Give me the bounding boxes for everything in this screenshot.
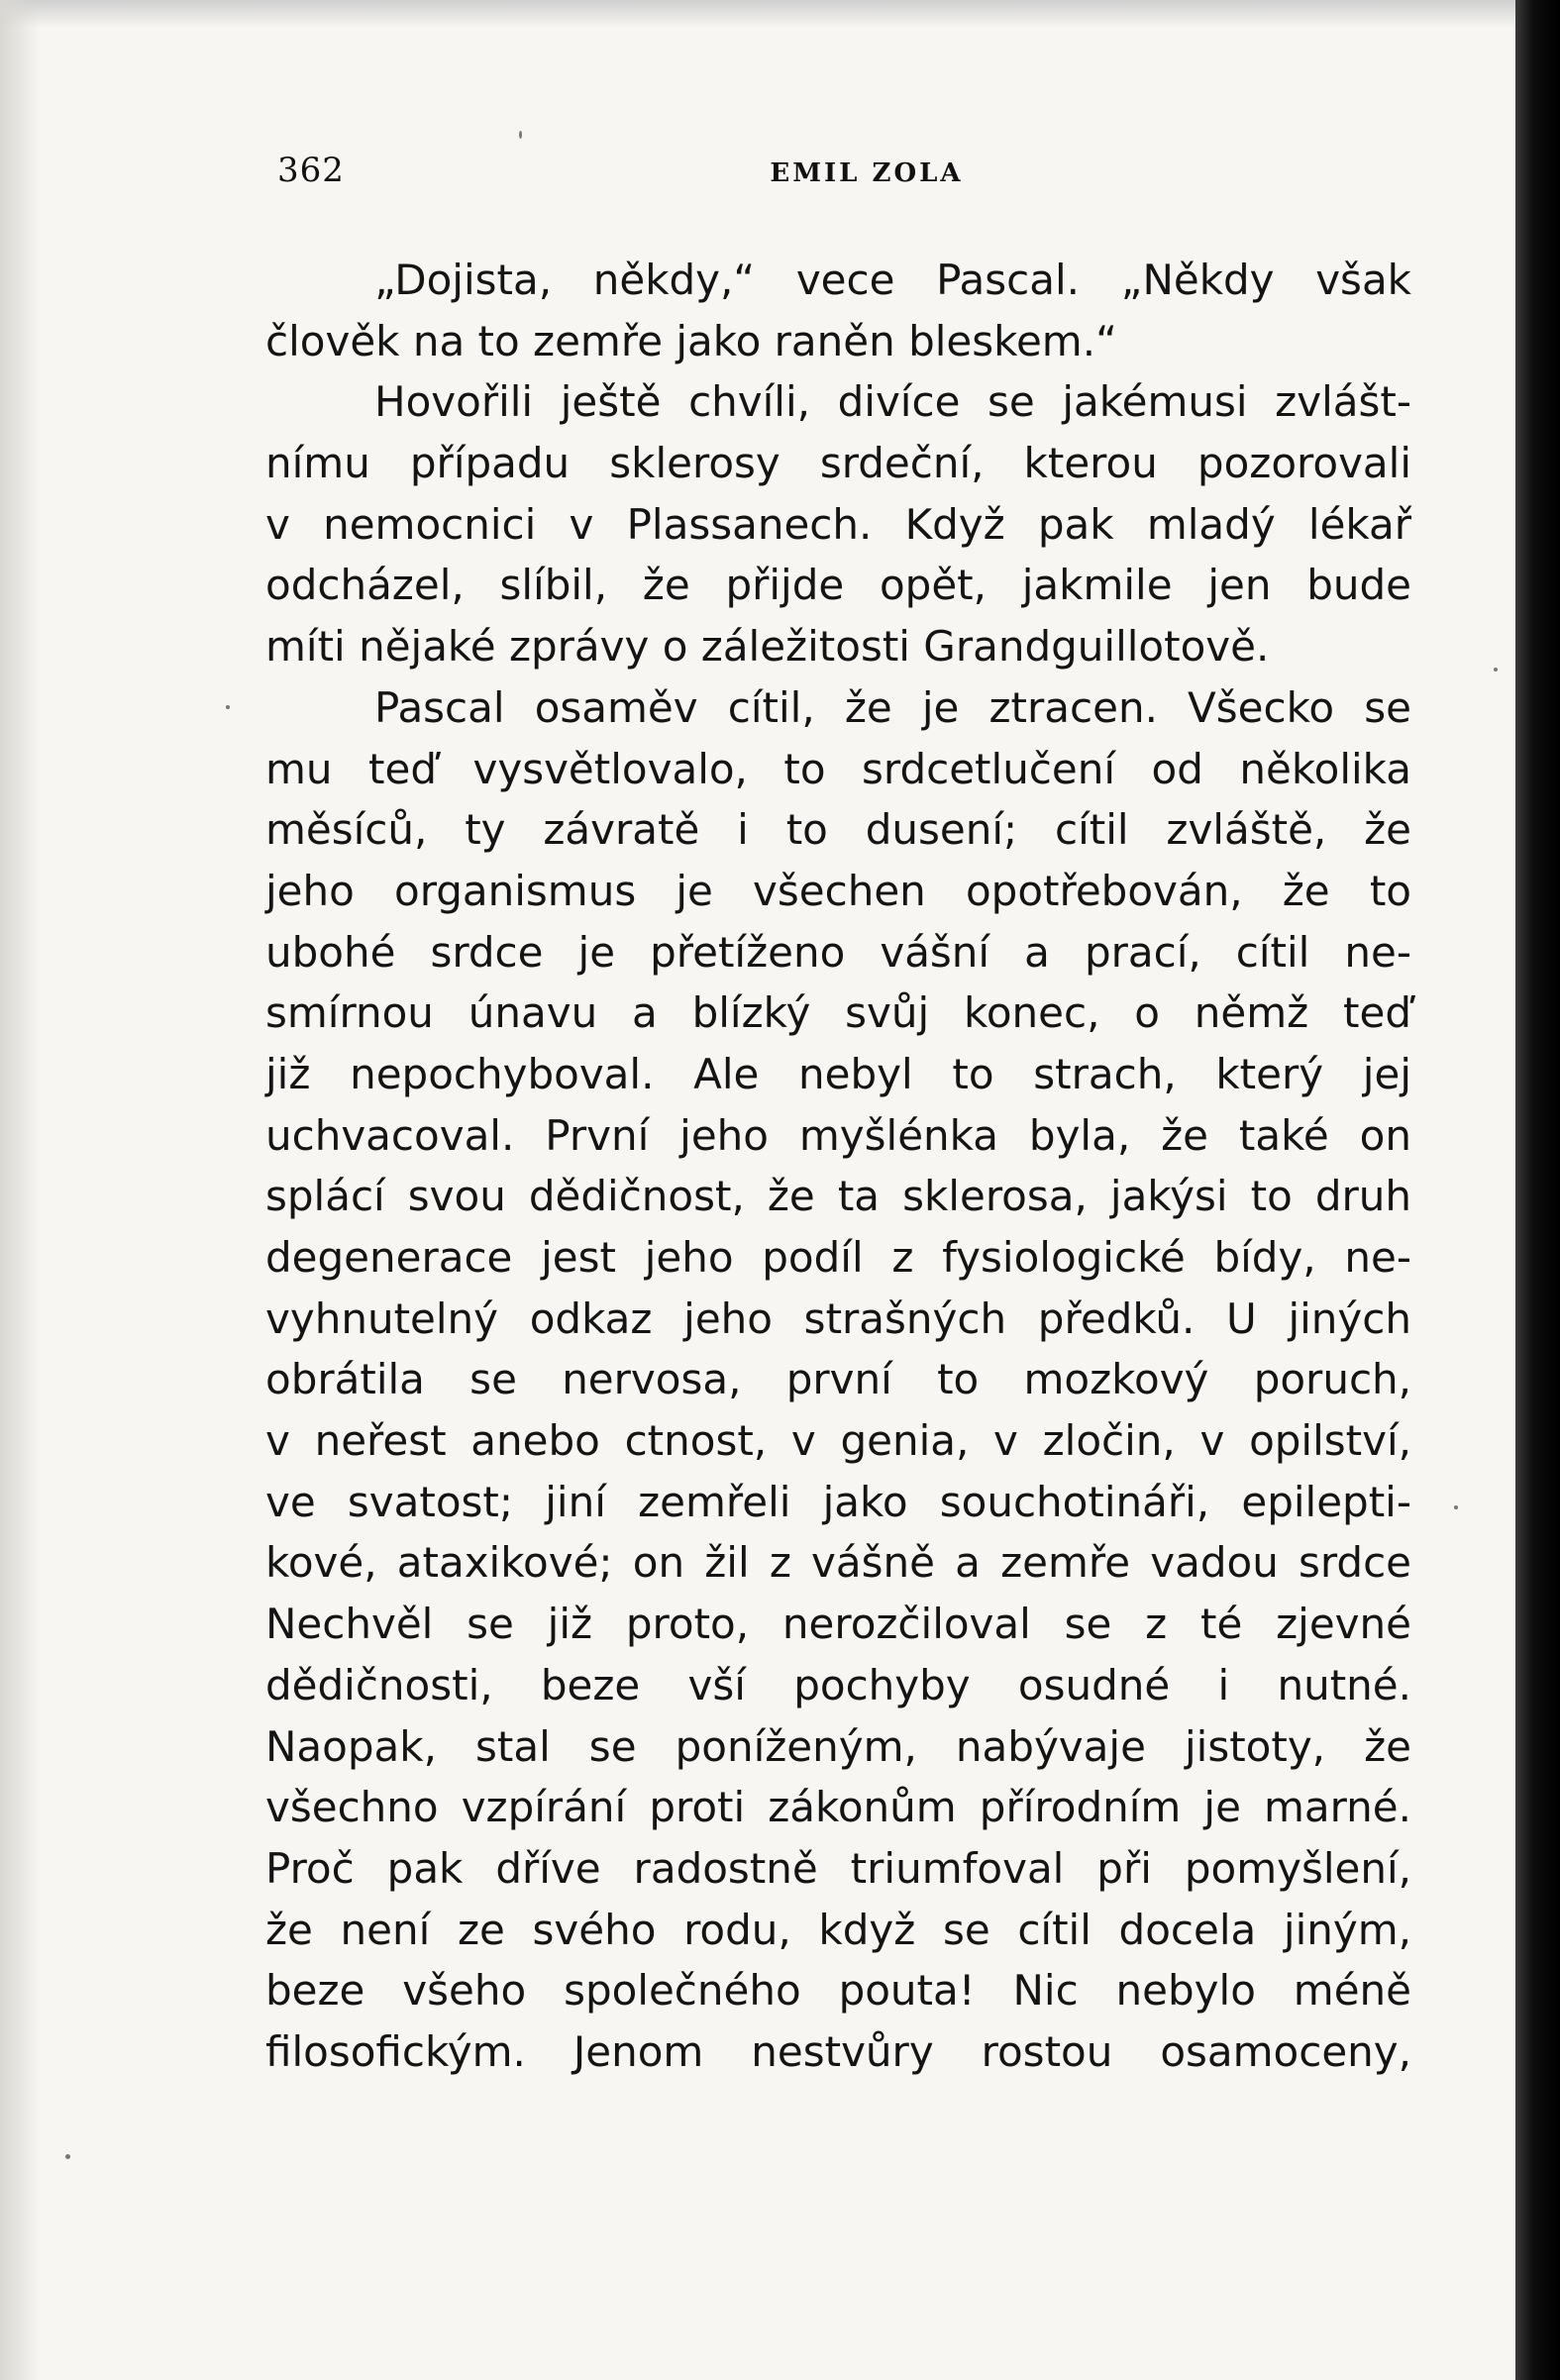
scan-speck bbox=[519, 131, 522, 139]
text-line: ve svatost; jiní zemřeli jako souchotináři, epilepti- bbox=[265, 1477, 1411, 1526]
text-line: kové, ataxikové; on žil z vášně a zemře vadou srdce bbox=[265, 1538, 1411, 1588]
text-line: uchvacoval. První jeho myšlénka byla, že také on bbox=[265, 1110, 1411, 1160]
text-line: obrátila se nervosa, první to mozkový poruch, bbox=[265, 1355, 1411, 1404]
scan-speck bbox=[65, 2154, 70, 2159]
text-line: smírnou únavu a blízký svůj konec, o němž teď bbox=[265, 988, 1411, 1038]
text-line: degenerace jest jeho podíl z fysiologické bídy, ne- bbox=[265, 1233, 1411, 1282]
text-line: Proč pak dříve radostně triumfoval při pomyšlení, bbox=[265, 1843, 1411, 1893]
text-line: Naopak, stal se poníženým, nabývaje jistoty, že bbox=[265, 1721, 1411, 1771]
text-line: dědičnosti, beze vší pochyby osudné i nutné. bbox=[265, 1660, 1411, 1709]
text-line: míti nějaké zprávy o záležitosti Grandguillotově. bbox=[265, 622, 1270, 672]
text-line: měsíců, ty závratě i to dusení; cítil zvláště, že bbox=[265, 805, 1411, 855]
text-line: beze všeho společného pouta! Nic nebylo méně bbox=[265, 1966, 1411, 2016]
page-header bbox=[277, 151, 1416, 210]
text-line: vyhnutelný odkaz jeho strašných předků. U jiných bbox=[265, 1293, 1411, 1343]
scan-gutter-shadow bbox=[0, 0, 40, 2380]
text-line: již nepochyboval. Ale nebyl to strach, který jej bbox=[265, 1049, 1411, 1098]
text-line: člověk na to zemře jako raněn bleskem.“ bbox=[265, 316, 1117, 365]
text-line: jeho organismus je všechen opotřebován, že to bbox=[265, 866, 1411, 915]
page-number: 362 bbox=[277, 151, 345, 190]
scan-top-shadow bbox=[0, 0, 1515, 28]
text-line: že není ze svého rodu, když se cítil docela jiným, bbox=[265, 1905, 1411, 1954]
text-line: „Dojista, někdy,“ vece Pascal. „Někdy však bbox=[374, 256, 1411, 304]
running-head: EMIL ZOLA bbox=[770, 158, 964, 188]
body-text bbox=[265, 250, 1411, 2083]
scan-dark-edge bbox=[1515, 0, 1560, 2380]
text-line: nímu případu sklerosy srdeční, kterou pozorovali bbox=[265, 439, 1411, 488]
text-line: Pascal osaměv cítil, že je ztracen. Všecko se bbox=[374, 682, 1411, 732]
text-line: Hovořili ještě chvíli, divíce se jakémusi zvlášt- bbox=[374, 377, 1411, 427]
text-line: filosofickým. Jenom nestvůry rostou osamoceny, bbox=[265, 2026, 1411, 2076]
scan-speck bbox=[226, 705, 230, 709]
text-line: Nechvěl se již proto, nerozčiloval se z té zjevné bbox=[265, 1600, 1411, 1649]
text-line: splácí svou dědičnost, že ta sklerosa, jakýsi to druh bbox=[265, 1172, 1411, 1221]
text-line: v nemocnici v Plassanech. Když pak mladý lékař bbox=[265, 499, 1411, 549]
text-line: ubohé srdce je přetíženo vášní a prací, cítil ne- bbox=[265, 927, 1411, 977]
text-line: všechno vzpírání proti zákonům přírodním je marné. bbox=[265, 1783, 1411, 1832]
text-line: v neřest anebo ctnost, v genia, v zločin, v opilství, bbox=[265, 1416, 1411, 1466]
scan-speck bbox=[1494, 668, 1498, 672]
text-line: mu teď vysvětlovalo, to srdcetlučení od několika bbox=[265, 744, 1411, 793]
scan-speck bbox=[1454, 1505, 1458, 1509]
text-line: odcházel, slíbil, že přijde opět, jakmile jen bude bbox=[265, 561, 1411, 610]
